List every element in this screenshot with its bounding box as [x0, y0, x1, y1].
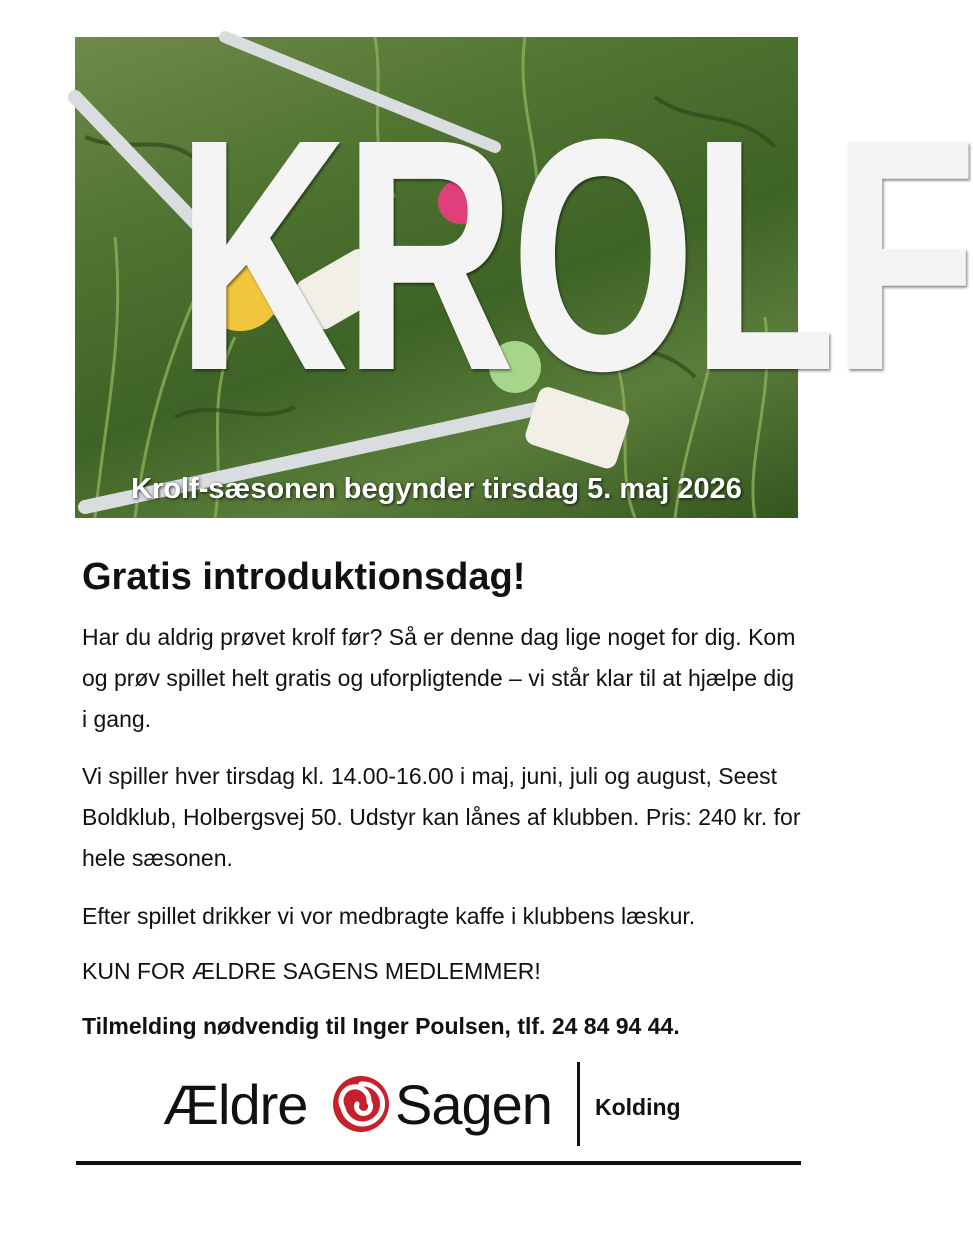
signup-notice: Tilmelding nødvendig til Inger Poulsen, tlf. 24 84 94 44. [82, 1013, 680, 1039]
swirl-logo-icon [331, 1074, 391, 1134]
logo-branch: Kolding [595, 1094, 681, 1120]
bottom-rule [76, 1161, 801, 1165]
coffee-paragraph: Efter spillet drikker vi vor medbragte kaffe i klubbens læskur. [82, 903, 696, 929]
members-notice: KUN FOR ÆLDRE SAGENS MEDLEMMER! [82, 958, 541, 984]
page-heading: Gratis introduktionsdag! [82, 556, 526, 598]
hero-title: KROLF [176, 70, 973, 439]
logo-word-aeldre: Ældre [163, 1073, 308, 1136]
schedule-paragraph: Vi spiller hver tirsdag kl. 14.00-16.00 i maj, juni, juli og august, Seest Boldklub, Holbergsvej 50. Udstyr kan lånes af klubben. Pris: 240 kr. for hele sæsonen. [82, 763, 801, 871]
hero-subtitle: Krolf-sæsonen begynder tirsdag 5. maj 2026 [131, 473, 742, 505]
logo-word-sagen: Sagen [395, 1073, 552, 1136]
aeldre-sagen-logo [163, 1062, 723, 1146]
hero-photo [75, 37, 973, 518]
logo-divider [577, 1062, 580, 1146]
intro-paragraph: Har du aldrig prøvet krolf før? Så er denne dag lige noget for dig. Kom og prøv spillet helt gratis og uforpligtende – vi står klar til at hjælpe dig i gang. [82, 624, 796, 732]
